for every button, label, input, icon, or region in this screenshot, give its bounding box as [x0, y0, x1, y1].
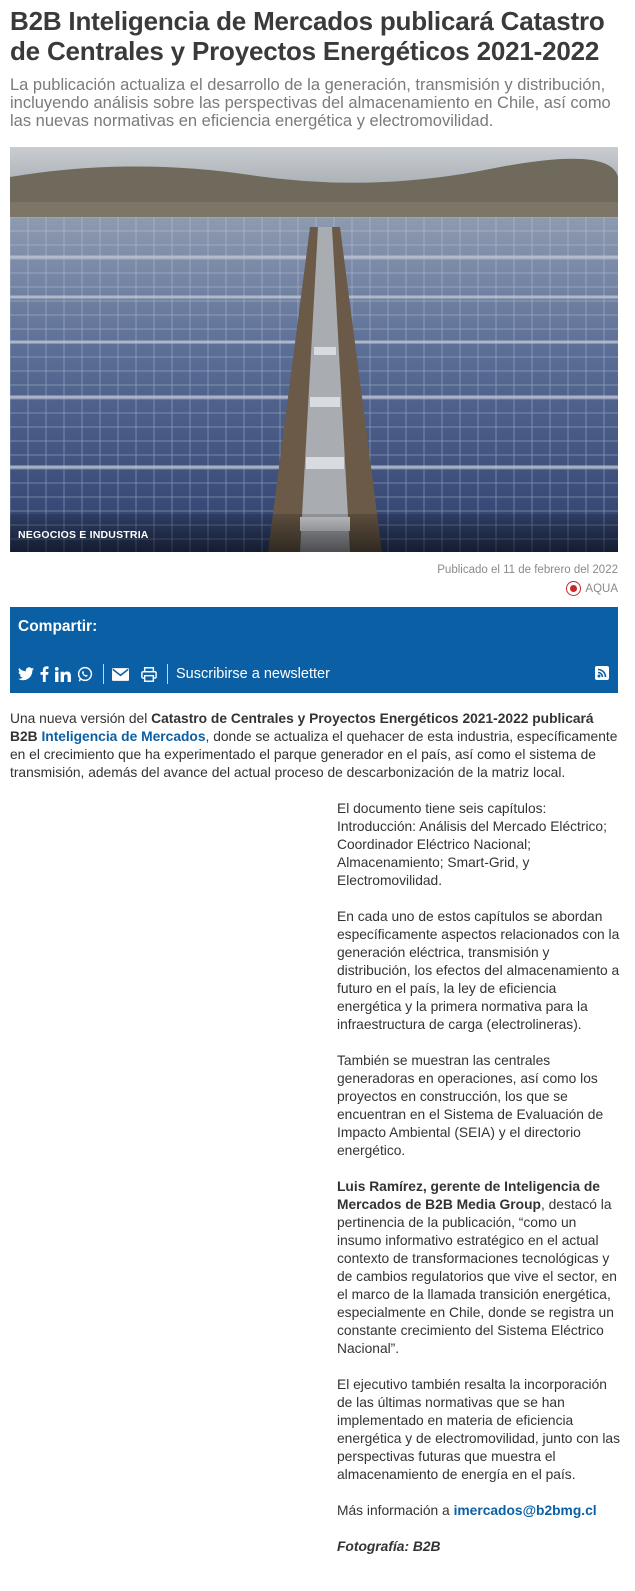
inteligencia-mercados-link[interactable]: Inteligencia de Mercados [41, 729, 206, 744]
linkedin-icon[interactable] [55, 664, 71, 684]
contact-text: Más información a [337, 1503, 454, 1518]
whatsapp-icon[interactable] [77, 664, 93, 684]
body-paragraph [337, 1178, 622, 1358]
twitter-icon[interactable] [18, 664, 34, 684]
lead-text-end: , donde se actualiza el quehacer de esta industria, específicamente en el crecimiento que ha experimentado el parque generador en el país, así como el sistema de transmisión, además del avance del actual proceso de descarbonización de la matriz local. [10, 729, 618, 780]
body-paragraph: En cada uno de estos capítulos se abordan específicamente aspectos relacionados con la generación eléctrica, transmisión y distribución, los efectos del almacenamiento a futuro en el país, la ley de eficiencia energética y la primera normativa para la infraestructura de carga (electrolineras). [337, 909, 620, 1032]
share-actions [18, 664, 330, 684]
photo-credit: Fotografía: B2B [337, 1539, 441, 1554]
hero-image [10, 147, 618, 552]
share-bar [10, 607, 618, 693]
body-paragraph: El documento tiene seis capítulos: Introducción: Análisis del Mercado Eléctrico; Coordinador Eléctrico Nacional; Almacenamiento; Smart-Grid, y Electromovilidad. [337, 801, 607, 888]
solar-panels-photo [10, 147, 618, 552]
body-paragraph: El ejecutivo también resalta la incorporación de las últimas normativas que se han implementado en materia de eficiencia energética y de electromovilidad, junto con las perspectivas futuras que muestra el almacenamiento de energía en el país. [337, 1377, 620, 1482]
facebook-icon[interactable] [40, 664, 49, 684]
email-icon[interactable] [112, 664, 129, 684]
lead-text: Una nueva versión del [10, 711, 152, 726]
body-paragraph: También se muestran las centrales generadoras en operaciones, así como los proyectos en construcción, los que se encuentran en el Sistema de Evaluación de Impacto Ambiental (SEIA) y el directorio energético. [337, 1053, 604, 1158]
source-credit[interactable] [566, 581, 618, 596]
lead-bold-text: Catastro de Centrales y Proyectos Energéticos 2021-2022 publicará B2B [10, 711, 594, 744]
share-separator [103, 664, 104, 684]
publish-date: Publicado el 11 de febrero del 2022 [437, 564, 618, 576]
article-title: B2B Inteligencia de Mercados publicará Catastro de Centrales y Proyectos Energéticos 2021-2022 [10, 6, 605, 66]
article-subtitle: La publicación actualiza el desarrollo de la generación, transmisión y distribución, incluyendo análisis sobre las perspectivas del almacenamiento en Chile, así como las nuevas normativas en eficiencia energética y electromovilidad. [10, 76, 611, 130]
rss-icon[interactable] [595, 666, 609, 680]
newsletter-link[interactable]: Suscribirse a newsletter [176, 666, 330, 682]
hero-category-overlay [10, 514, 618, 552]
article-lead [10, 710, 622, 782]
share-separator [167, 664, 168, 684]
contact-paragraph [337, 1502, 622, 1520]
print-icon[interactable] [141, 664, 157, 684]
quote-author: Luis Ramírez, gerente de Inteligencia de Mercados de B2B Media Group [337, 1179, 600, 1212]
contact-email-link[interactable]: imercados@b2bmg.cl [453, 1503, 597, 1518]
quote-text: , destacó la pertinencia de la publicación, “como un insumo informativo estratégico en el actual contexto de transformaciones tecnológicas y de cambios regulatorios que vive el sector, en el marco de la llamada transición energética, especialmente en Chile, donde se registra un constante crecimiento del Sistema Eléctrico Nacional”. [337, 1197, 617, 1356]
aqua-logo-icon [566, 581, 581, 596]
category-label[interactable]: NEGOCIOS E INDUSTRIA [18, 529, 149, 541]
source-label: AQUA [585, 582, 618, 595]
article-body [337, 800, 622, 1574]
share-label: Compartir: [18, 618, 98, 635]
